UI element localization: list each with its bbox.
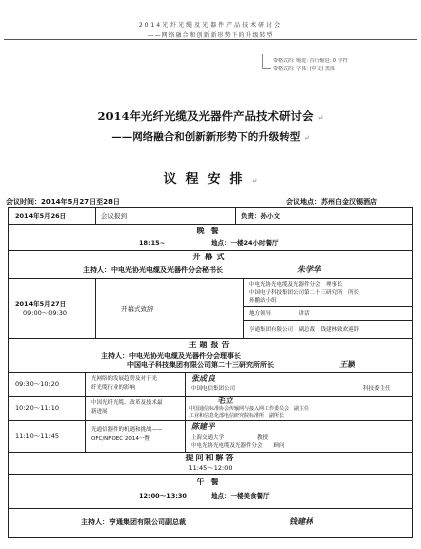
lunch-place: 地点：一楼美食餐厅 bbox=[211, 492, 270, 500]
meeting-time: 会议时间：2014年5月27日至28日 bbox=[6, 198, 120, 206]
header-rule bbox=[4, 39, 417, 40]
column-rule bbox=[95, 208, 96, 224]
keynote-host-org: 中国电子科技集团有限公司第二十三研究所所长 bbox=[127, 361, 274, 369]
talk-topic: OFC/NFOEC 2014一瞥 bbox=[91, 436, 150, 442]
row-rule bbox=[9, 452, 412, 453]
margin-note-1[interactable]: 带格式的: 缩进: 首行缩进: 0 字符 bbox=[273, 58, 348, 64]
paragraph-mark-icon: ↵ bbox=[317, 114, 324, 122]
paragraph-mark-icon: ↵ bbox=[251, 177, 258, 185]
speaker-line: 亨通集团有限公司 副总裁 钱建林致欢迎辞 bbox=[249, 327, 360, 333]
row-rule bbox=[9, 224, 412, 225]
row-rule bbox=[9, 278, 412, 279]
agenda-heading-text: 议程安排 bbox=[163, 172, 252, 187]
row-rule bbox=[9, 420, 412, 421]
running-header-subtitle: ——网络融合和创新新形势下的升级转型 bbox=[147, 32, 274, 39]
contact-cell: 负责：孙小文 bbox=[241, 212, 280, 220]
column-rule bbox=[95, 278, 96, 338]
speaker-org: 上海交通大学 教授 bbox=[191, 435, 269, 441]
dinner-time: 18:15~ bbox=[139, 239, 166, 247]
margin-note-2[interactable]: 带格式的: 字体: (中文) 黑体 bbox=[273, 66, 336, 72]
speaker-org: 中国通信标准协会传输网与接入网工作委员会 副主任 bbox=[189, 406, 310, 412]
row-rule bbox=[243, 306, 412, 307]
date-cell: 2014年5月26日 bbox=[15, 212, 67, 220]
comment-connector bbox=[262, 54, 271, 69]
speaker-line: 孙鹏站小组 bbox=[249, 298, 277, 304]
date-cell: 2014年5月27日 bbox=[15, 300, 67, 308]
time-cell: 11:10～11:45 bbox=[15, 432, 59, 440]
row-rule bbox=[9, 372, 412, 373]
agenda-table bbox=[8, 207, 413, 538]
agenda-item: 开幕式致辞 bbox=[121, 305, 154, 313]
row-rule bbox=[9, 508, 412, 509]
speaker-signature: 陈建平 bbox=[191, 422, 215, 430]
qa-time: 11:45～12:00 bbox=[188, 464, 233, 472]
talk-topic: 中国光纤光缆、改革及技术最 bbox=[91, 400, 163, 406]
time-cell: 10:20～11:10 bbox=[15, 404, 59, 412]
talk-topic: 新进展 bbox=[91, 409, 108, 415]
lunch-title: 午餐 bbox=[196, 478, 225, 486]
speaker-org: 工业和信息化部电信研究院标准所 副所长 bbox=[189, 413, 285, 419]
speaker-line: 中电光协光电缆及光器件分会 理事长 bbox=[249, 282, 343, 288]
speaker-signature: 张成良 bbox=[191, 374, 215, 382]
speaker-org: 中电光协光电缆及光器件分会 顾问 bbox=[191, 443, 285, 449]
talk-topic: 光网络的发展趋势及对于光 bbox=[91, 376, 158, 382]
talk-topic: 纤光缆行业的影响 bbox=[91, 385, 136, 391]
row-rule bbox=[243, 320, 412, 321]
keynote-host-signature: 王颖 bbox=[339, 360, 355, 368]
column-rule bbox=[235, 208, 236, 224]
keynote-title: 主题报告 bbox=[188, 341, 233, 349]
speaker-org: 中国电信集团公司 bbox=[191, 386, 236, 392]
registration-cell: 会议报到 bbox=[101, 212, 127, 220]
lunch-time: 12:00～13:30 bbox=[139, 492, 187, 500]
column-rule bbox=[243, 278, 244, 338]
paragraph-mark-icon: ↵ bbox=[303, 134, 310, 142]
row-rule bbox=[9, 396, 412, 397]
time-cell: 09:30～10:20 bbox=[15, 380, 59, 388]
agenda-heading bbox=[0, 168, 421, 187]
talk-topic: 光通信器件的机遇和挑战—— bbox=[91, 427, 163, 433]
row-rule bbox=[9, 250, 412, 251]
speaker-line: 中国电子科技集团公司第二十三研究所 所长 bbox=[249, 290, 360, 296]
row-rule bbox=[9, 338, 412, 339]
document-title-text: 2014年光纤光缆及光器件产品技术研讨会 bbox=[97, 109, 314, 123]
document-subtitle bbox=[0, 129, 421, 144]
opening-host-signature: 朱学华 bbox=[297, 265, 321, 273]
afternoon-host-signature: 钱建林 bbox=[289, 517, 313, 525]
document-subtitle-text: ——网络融合和创新新形势下的升级转型 bbox=[111, 131, 301, 143]
document-title bbox=[0, 108, 421, 124]
row-rule bbox=[9, 474, 412, 475]
opening-host: 主持人：中电光协光电缆及光器件分会秘书长 bbox=[83, 266, 223, 274]
speaker-signature: 毛立 bbox=[217, 396, 233, 404]
keynote-host: 主持人：中电光协光电缆及光器件分会理事长 bbox=[101, 352, 241, 360]
dinner-title: 晚餐 bbox=[196, 227, 225, 235]
qa-title: 提问和解答 bbox=[185, 454, 236, 462]
column-rule bbox=[85, 372, 86, 452]
afternoon-host: 主持人：亨通集团有限公司副总裁 bbox=[81, 518, 186, 526]
speaker-line: 地方领导 讲话 bbox=[249, 311, 310, 317]
column-rule bbox=[185, 372, 186, 452]
opening-title: 开幕式 bbox=[192, 253, 229, 261]
dinner-place: 地点：一楼24小时餐厅 bbox=[211, 239, 279, 247]
time-cell: 09:00～09:30 bbox=[23, 309, 67, 317]
meeting-place: 会议地点：苏州白金汉锡酒店 bbox=[286, 198, 377, 206]
speaker-role: 科技委主任 bbox=[363, 386, 391, 392]
running-header-title: 2014光纤光缆及光器件产品技术研讨会 bbox=[138, 22, 283, 29]
